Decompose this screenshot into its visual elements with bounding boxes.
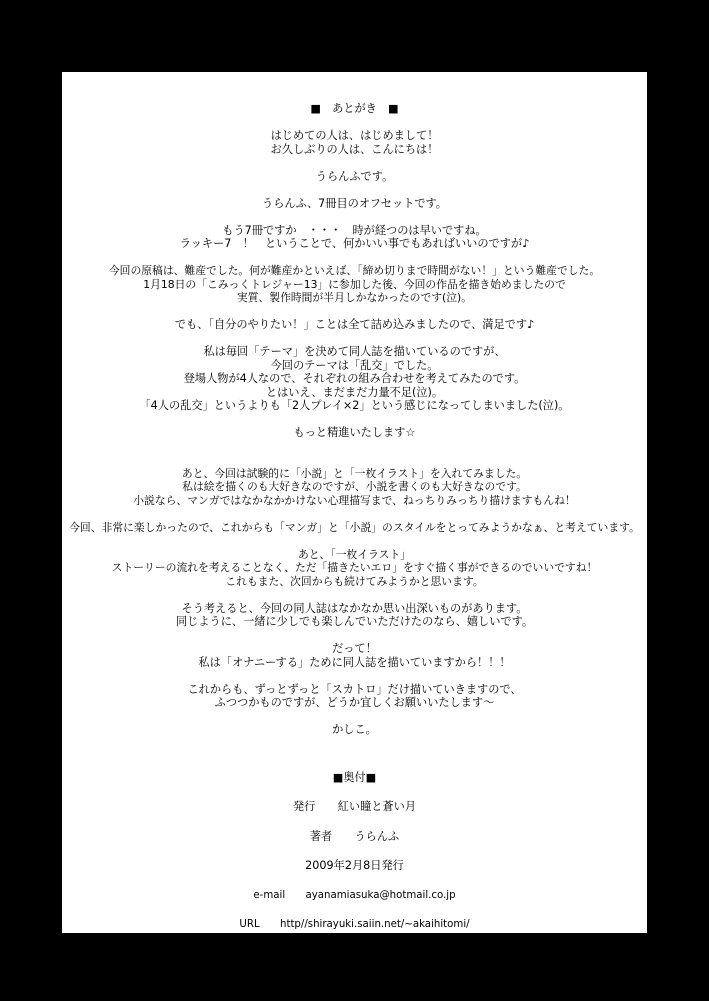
paragraph-seven	[62, 224, 647, 251]
colophon-title: ■奥付■	[332, 770, 377, 784]
text-line: ふつつかものですが、どうか宜しくお願いいたします〜	[214, 696, 495, 709]
text-line: あと、「一枚イラスト」	[297, 547, 412, 561]
text-line: ラッキー7 ！ ということで、何かいい事でもあればいいのですが♪	[179, 237, 530, 250]
text-line: 1月18日の「こみっくトレジャー13」に参加した後、今回の作品を描き始めましたので	[143, 277, 566, 291]
text-line: かしこ。	[332, 723, 377, 736]
text-line: 小説なら、マンガではなかなかかけない心理描写まで、ねっちりみっちり描けますもんね！	[133, 493, 576, 507]
colophon-printer: 印刷 ねこのしっぽ	[304, 947, 405, 961]
text-line: 今回のテーマは「乱交」でした。	[270, 358, 439, 372]
colophon-email: e-mail ayanamiasuka@hotmail.co.jp	[253, 889, 456, 901]
text-line: 実質、製作時間が半月しかなかったのです(泣)。	[236, 291, 473, 304]
text-line: ストーリーの流れを考えることなく、ただ「描きたいエロ」をすぐ描く事ができるのでいいですね！	[111, 561, 598, 574]
colophon-author: 著者 うらんふ	[309, 829, 400, 843]
paragraph-closing	[62, 683, 647, 710]
text-line: 私は「オナニーする」ために同人誌を描いていますから！！！	[198, 655, 511, 669]
text-line: あと、今回は試験的に「小説」と「一枚イラスト」を入れてみました。	[181, 466, 528, 480]
document-page	[62, 72, 647, 961]
paragraph-novel	[62, 467, 647, 508]
colophon-publisher: 発行 紅い瞳と蒼い月	[292, 800, 417, 813]
text-line: 今回の原稿は、難産でした。何が難産かといえば、「締め切りまで時間がない！」という難産でした。	[108, 264, 601, 277]
text-line: もう7冊ですか ・・・ 時が経つのは早いですね。	[222, 223, 487, 237]
text-line: うらんふです。	[315, 169, 394, 183]
paragraph-illustration	[62, 548, 647, 589]
text-line: だって！	[332, 642, 377, 655]
afterword-heading: ■ あとがき ■	[310, 102, 399, 115]
text-line: 「4人の乱交」というよりも「2人プレイ×2」という感じになってしまいました(泣)。	[139, 399, 570, 412]
text-line: うらんふ、7冊目のオフセットです。	[262, 196, 447, 210]
paragraph-production	[62, 264, 647, 305]
text-line: 登場人物が4人なので、それぞれの組み合わせを考えてみたのです。	[183, 372, 526, 385]
colophon-url: URL http//shirayuki.saiin.net/~akaihitomi/	[239, 919, 470, 930]
text-line: これもまた、次回からも続けてみようかと思います。	[225, 574, 484, 588]
text-line: でも、「自分のやりたい！」ことは全て詰め込みましたので、満足です♪	[174, 318, 535, 331]
paragraph-satisfied	[62, 318, 647, 332]
text-line: とはいえ、まだまだ力量不足(泣)。	[265, 385, 444, 399]
text-line: もっと精進いたします☆	[293, 426, 416, 439]
paragraph-signoff	[62, 723, 647, 737]
paragraph-style	[62, 521, 647, 535]
text-line: そう考えると、今回の同人誌はなかなか思い出深いものがあります。	[181, 601, 528, 615]
paragraph-reason	[62, 642, 647, 669]
afterword-section	[62, 102, 647, 977]
colophon-date: 2009年2月8日発行	[305, 859, 404, 872]
text-line: これからも、ずっとずっと「スカトロ」だけ描いていきますので、	[187, 682, 522, 696]
text-line: 同じように、一緒に少しでも楽しんでいただけたのなら、嬉しいです。	[175, 615, 534, 628]
paragraph-theme	[62, 345, 647, 413]
paragraph-effort	[62, 426, 647, 440]
text-line: 私は絵を描くのも大好きなのですが、小説を書くのも大好きなのです。	[182, 480, 527, 493]
paragraph-memories	[62, 602, 647, 629]
text-line: 今回、非常に楽しかったので、これからも「マンガ」と「小説」のスタイルをとってみようかなぁ、と考えています。	[69, 520, 640, 534]
text-line: はじめての人は、はじめまして！	[270, 129, 439, 142]
text-line: お久しぶりの人は、こんにちは！	[270, 142, 439, 156]
paragraph-offset	[62, 197, 647, 211]
text-line: 私は毎回「テーマ」を決めて同人誌を描いているのですが、	[203, 345, 506, 358]
paragraph-intro	[62, 170, 647, 184]
paragraph-greeting	[62, 129, 647, 156]
